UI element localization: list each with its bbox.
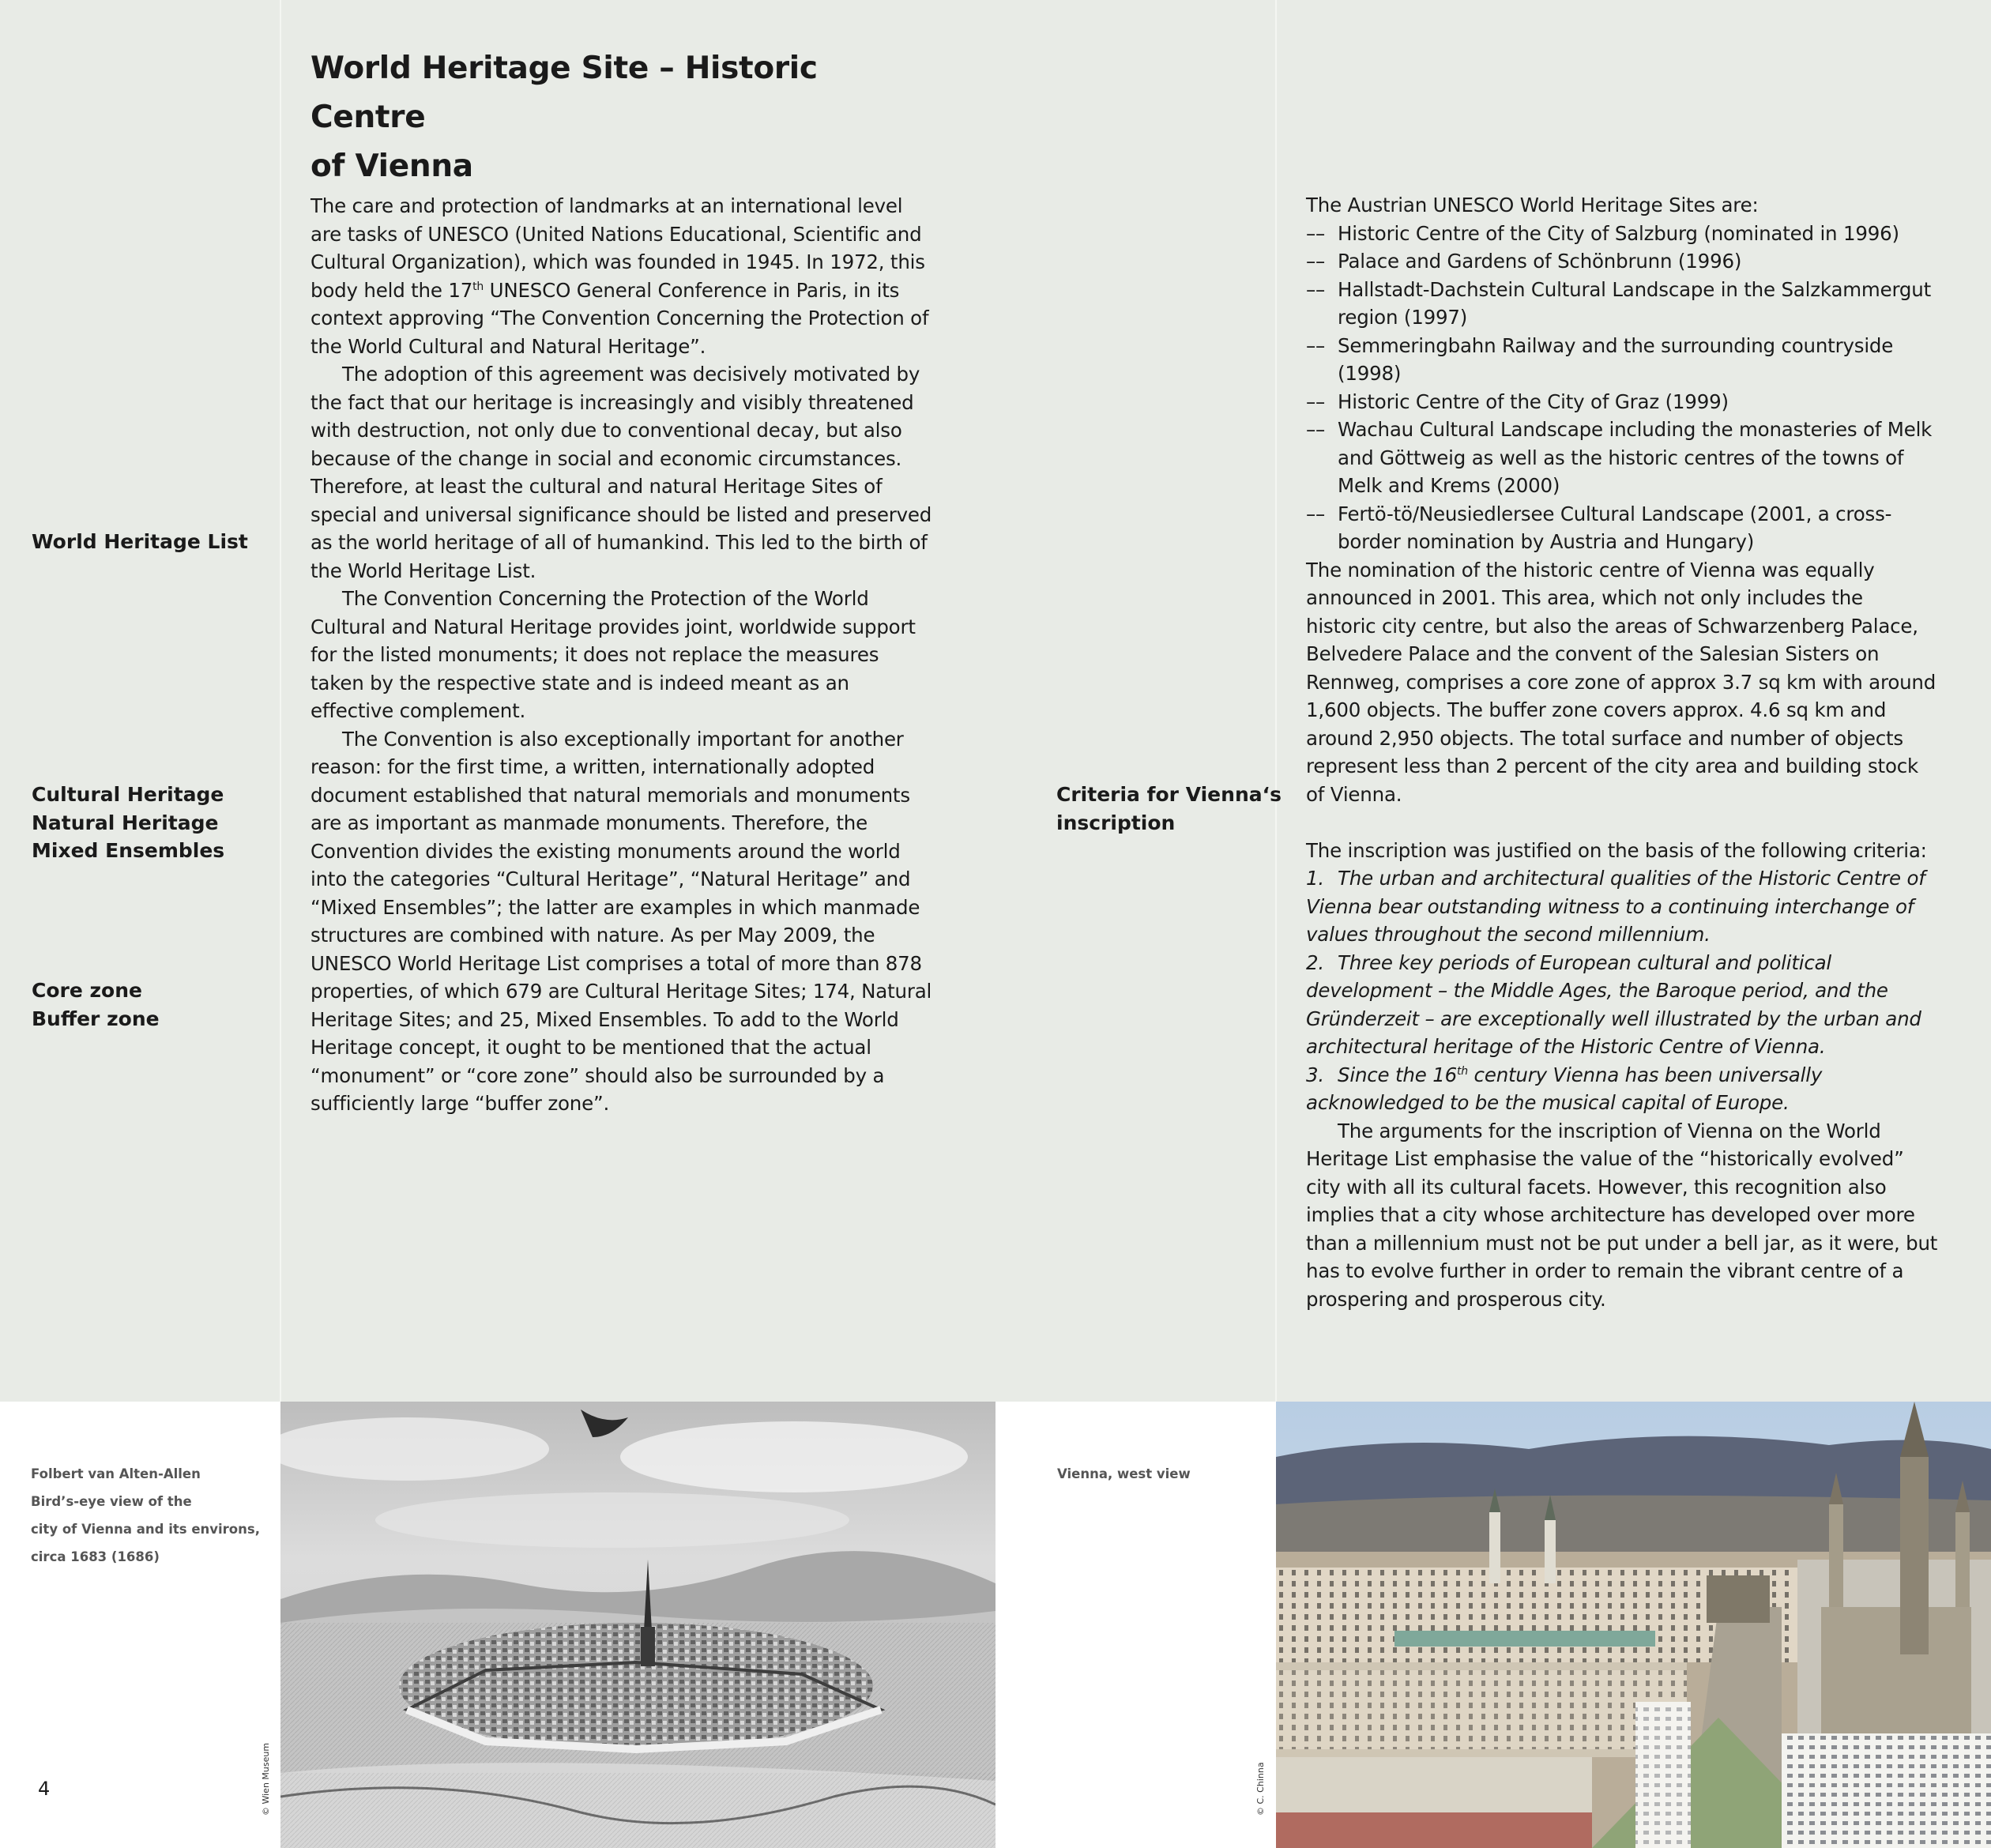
body-column-right [1306, 191, 1938, 1313]
sidebar-heritage-categories [32, 781, 224, 865]
list-item: –– Hallstadt-Dachstein Cultural Landscape in the Salzkammergut region (1997) [1306, 277, 1931, 329]
list-item: –– Fertö-tö/Neusiedlersee Cultural Landscape (2001, a cross-border nomination by Austria and Hungary) [1306, 502, 1892, 553]
caption-photo: Vienna, west view [1057, 1466, 1191, 1481]
engraving-image [280, 1402, 996, 1848]
page-title [311, 44, 943, 191]
criteria-intro: The inscription was justified on the basis of the following criteria: [1306, 838, 1927, 862]
vienna-photo [1276, 1402, 1991, 1848]
column-divider-right [1275, 0, 1277, 1402]
sidebar-buffer-zone: Buffer zone [32, 1007, 160, 1030]
paragraph-convention-support: The Convention Concerning the Protection of the World Cultural and Natural Heritage provides joint, worldwide support for the listed monuments; it does not replace the measures taken by the respective state and is indeed meant as an effective complement. [311, 587, 916, 722]
criterion-3: 3. Since the 16th century Vienna has been universally acknowledged to be the musical capital of Europe. [1306, 1063, 1823, 1114]
sidebar-world-heritage-list [32, 528, 248, 556]
credit-c-chinna: © C. Chinna [1255, 1762, 1266, 1816]
sidebar-core-zone: Core zone [32, 979, 142, 1002]
list-item: –– Semmeringbahn Railway and the surrounding countryside (1998) [1306, 333, 1894, 385]
list-item: –– Palace and Gardens of Schönbrunn (1996) [1306, 250, 1742, 273]
list-item: –– Wachau Cultural Landscape including the monasteries of Melk and Göttweig as well as the historic centres of the towns of Melk and Krems (2000) [1306, 418, 1933, 497]
body-column-left [311, 192, 935, 1118]
list-item: –– Historic Centre of the City of Graz (1999) [1306, 390, 1729, 413]
sidebar-label: World Heritage List [32, 530, 248, 553]
sidebar-criteria-line-1: Criteria for Vienna‘s [1056, 783, 1282, 806]
sidebar-mixed-ensembles: Mixed Ensembles [32, 839, 225, 862]
criterion-2: 2. Three key periods of European cultural and political development – the Middle Ages, the Baroque period, and the Gründerzeit – are exceptionally well illustrated by the urban and architectural heritage of the Historic Centre of Vienna. [1306, 950, 1921, 1058]
paragraph-unesco-intro: The care and protection of landmarks at an international level are tasks of UNESCO (United Nations Educational, Scientific and Cultural Organization), which was founded in 1945. In 1972, this body held the 17th UNESCO General Conference in Paris, in its context approving “The Convention Concerning the Protection of the World Cultural and Natural Heritage”. [311, 194, 929, 358]
caption-engraving: Folbert van Alten-Allen Bird’s-eye view of the city of Vienna and its environs, circa 1683 (1686) [31, 1466, 260, 1564]
credit-wien-museum: © Wien Museum [261, 1742, 271, 1816]
list-item: –– Historic Centre of the City of Salzburg (nominated in 1996) [1306, 221, 1899, 245]
sidebar-zones [32, 977, 160, 1033]
sidebar-criteria-line-2: inscription [1056, 811, 1176, 834]
sidebar-criteria [1056, 781, 1282, 837]
sites-intro: The Austrian UNESCO World Heritage Sites are: [1306, 194, 1759, 216]
criterion-1: 1. The urban and architectural qualities of the Historic Centre of Vienna bear outstanding witness to a continuing interchange of values throughout the second millennium. [1306, 867, 1925, 946]
sidebar-cultural-heritage: Cultural Heritage [32, 783, 224, 806]
sites-list [1306, 220, 1938, 556]
paragraph-convention-importance: The Convention is also exceptionally important for another reason: for the first time, a written, internationally adopted document established that natural memorials and monuments are as important as manmade monuments. Therefore, the Convention divides the existing monuments around the world into the categories “Cultural Heritage”, “Natural Heritage” and “Mixed Ensembles”; the latter are examples in which manmade structures are combined with nature. As per May 2009, the UNESCO World Heritage List comprises a total of more than 878 properties, of which 679 are Cultural Heritage Sites; 174, Natural Heritage Sites; and 25, Mixed Ensembles. To add to the World Heritage concept, it ought to be mentioned that the actual “monument” or “core zone” should also be surrounded by a sufficiently large “buffer zone”. [311, 727, 932, 1115]
paragraph-adoption: The adoption of this agreement was decisively motivated by the fact that our heritage is increasingly and visibly threatened with destruction, not only due to conventional decay, but also because of the change in social and economic circumstances. Therefore, at least the cultural and natural Heritage Sites of special and universal significance should be listed and preserved as the world heritage of all of humankind. This led to the birth of the World Heritage List. [311, 363, 932, 582]
paragraph-nomination: The nomination of the historic centre of Vienna was equally announced in 2001. This area, which not only includes the historic city centre, but also the areas of Schwarzenberg Palace, Belvedere Palace and the convent of the Salesian Sisters on Rennweg, comprises a core zone of approx 3.7 sq km with around 1,600 objects. The buffer zone covers approx. 4.6 sq km and around 2,950 objects. The total surface and number of objects represent less than 2 percent of the city area and building stock of Vienna. [1306, 558, 1936, 806]
page-number: 4 [38, 1778, 51, 1800]
column-divider-left [280, 0, 281, 1402]
sidebar-natural-heritage: Natural Heritage [32, 811, 219, 834]
title-line-2: of Vienna [311, 149, 473, 184]
title-line-1: World Heritage Site – Historic Centre [311, 51, 818, 135]
paragraph-arguments: The arguments for the inscription of Vienna on the World Heritage List emphasise the value of the “historically evolved” city with all its cultural facets. However, this recognition also implies that a city whose architecture has developed over more than a millennium must not be put under a bell jar, as it were, but has to evolve further in order to remain the vibrant centre of a prospering and prosperous city. [1306, 1119, 1938, 1311]
